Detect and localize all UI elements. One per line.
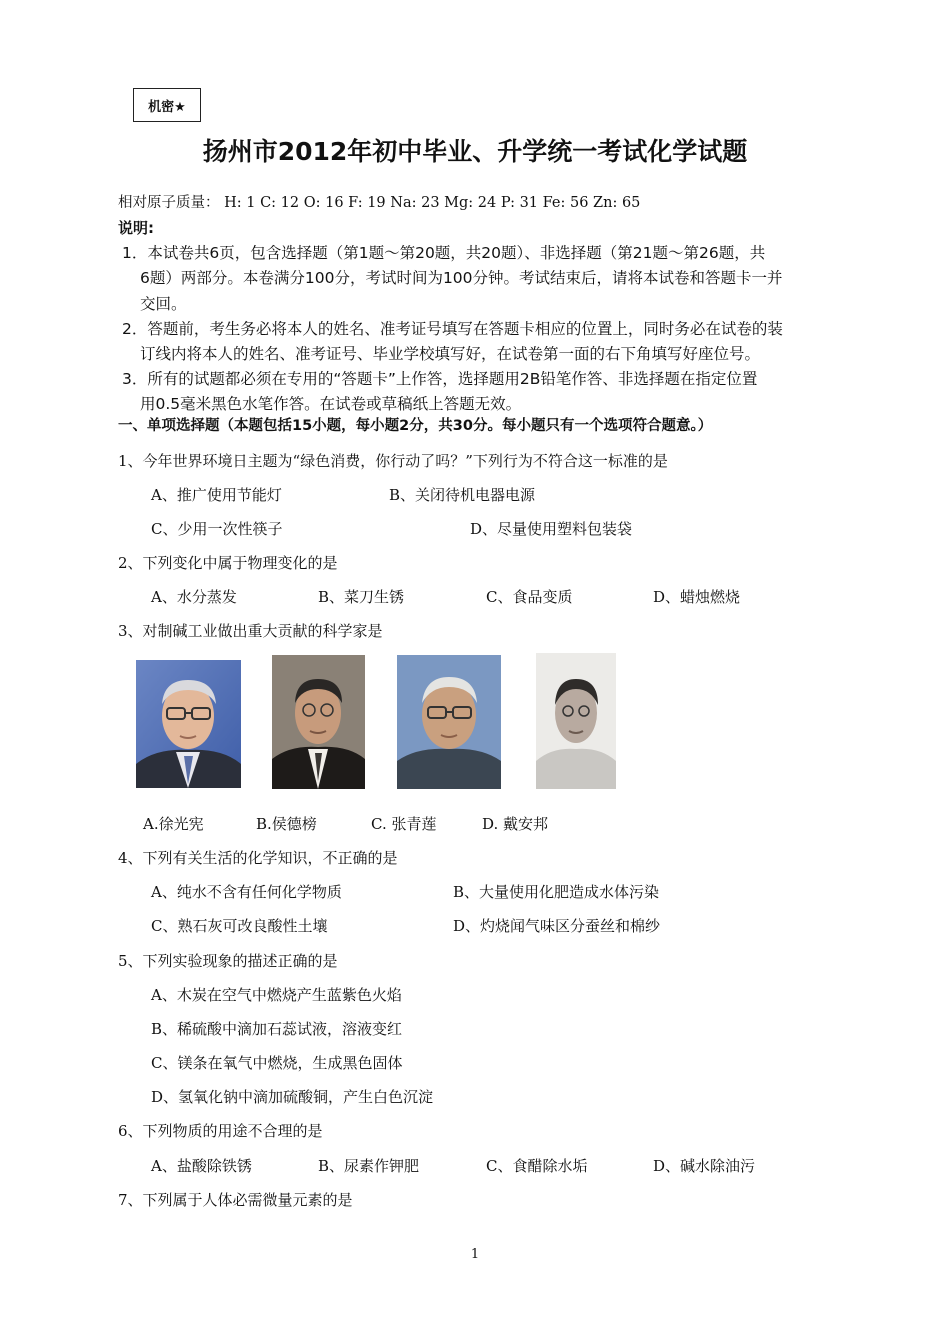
note-line: 交回。 xyxy=(140,295,187,313)
question-4-option-d: D、灼烧闻气味区分蚕丝和棉纱 xyxy=(453,917,661,935)
note-line: 订线内将本人的姓名、准考证号、毕业学校填写好，在试卷第一面的右下角填写好座位号。 xyxy=(140,345,761,363)
notes-heading: 说明: xyxy=(118,219,154,237)
note-line: 2．答题前，考生务必将本人的姓名、准考证号填写在答题卡相应的位置上，同时务必在试卷的装 xyxy=(122,320,783,338)
question-2-stem: 2、下列变化中属于物理变化的是 xyxy=(118,554,338,572)
question-1-option-c: C、少用一次性筷子 xyxy=(151,520,283,538)
note-line: 3．所有的试题都必须在专用的“答题卡”上作答，选择题用2B铅笔作答、非选择题在指定位置 xyxy=(122,370,758,388)
question-5-option-d: D、氢氧化钠中滴加硫酸铜，产生白色沉淀 xyxy=(151,1088,434,1106)
question-2-option-c: C、食品变质 xyxy=(486,588,573,606)
page-number: 1 xyxy=(470,1247,480,1262)
portrait-photo-2 xyxy=(272,655,365,789)
question-2-option-d: D、蜡烛燃烧 xyxy=(653,588,741,606)
question-7-stem: 7、下列属于人体必需微量元素的是 xyxy=(118,1191,353,1209)
question-1-option-b: B、关闭待机电器电源 xyxy=(389,486,536,504)
atomic-masses: 相对原子质量： H: 1 C: 12 O: 16 F: 19 Na: 23 Mg: 24 P: 31 Fe: 56 Zn: 65 xyxy=(118,195,641,211)
question-6-option-b: B、尿素作钾肥 xyxy=(318,1157,420,1175)
question-5-stem: 5、下列实验现象的描述正确的是 xyxy=(118,952,338,970)
question-2-option-b: B、菜刀生锈 xyxy=(318,588,405,606)
question-3-option-b: B.侯德榜 xyxy=(256,815,317,833)
question-1-stem: 1、今年世界环境日主题为“绿色消费，你行动了吗？”下列行为不符合这一标准的是 xyxy=(118,452,668,470)
question-6-option-c: C、食醋除水垢 xyxy=(486,1157,588,1175)
note-line: 用0.5毫米黑色水笔作答。在试卷或草稿纸上答题无效。 xyxy=(140,395,522,413)
portrait-photo-3 xyxy=(397,655,501,789)
question-4-option-c: C、熟石灰可改良酸性土壤 xyxy=(151,917,328,935)
note-line: 1．本试卷共6页，包含选择题（第1题～第20题，共20题）、非选择题（第21题～第26题，共 xyxy=(122,244,766,262)
section-heading: 一、单项选择题（本题包括15小题，每小题2分，共30分。每小题只有一个选项符合题意。） xyxy=(118,418,713,434)
question-6-option-d: D、碱水除油污 xyxy=(653,1157,756,1175)
question-6-stem: 6、下列物质的用途不合理的是 xyxy=(118,1122,323,1140)
exam-title: 扬州市2012年初中毕业、升学统一考试化学试题 xyxy=(202,137,748,166)
question-1-option-a: A、推广使用节能灯 xyxy=(151,486,282,504)
question-4-option-a: A、纯水不含有任何化学物质 xyxy=(151,883,342,901)
question-4-option-b: B、大量使用化肥造成水体污染 xyxy=(453,883,660,901)
portrait-photo-4 xyxy=(536,653,616,789)
question-3-option-d: D. 戴安邦 xyxy=(482,815,549,833)
confidential-label: 机密★ xyxy=(133,88,201,122)
question-3-stem: 3、对制碱工业做出重大贡献的科学家是 xyxy=(118,622,383,640)
question-3-option-c: C. 张青莲 xyxy=(371,815,437,833)
question-4-stem: 4、下列有关生活的化学知识，不正确的是 xyxy=(118,849,398,867)
portrait-photo-1 xyxy=(136,660,241,788)
question-5-option-a: A、木炭在空气中燃烧产生蓝紫色火焰 xyxy=(151,986,402,1004)
question-5-option-c: C、镁条在氧气中燃烧，生成黑色固体 xyxy=(151,1054,403,1072)
note-line: 6题）两部分。本卷满分100分，考试时间为100分钟。考试结束后，请将本试卷和答题卡一并 xyxy=(140,269,783,287)
question-1-option-d: D、尽量使用塑料包装袋 xyxy=(470,520,633,538)
question-6-option-a: A、盐酸除铁锈 xyxy=(151,1157,252,1175)
question-3-option-a: A.徐光宪 xyxy=(143,815,204,833)
question-5-option-b: B、稀硫酸中滴加石蕊试液，溶液变红 xyxy=(151,1020,403,1038)
question-2-option-a: A、水分蒸发 xyxy=(151,588,237,606)
